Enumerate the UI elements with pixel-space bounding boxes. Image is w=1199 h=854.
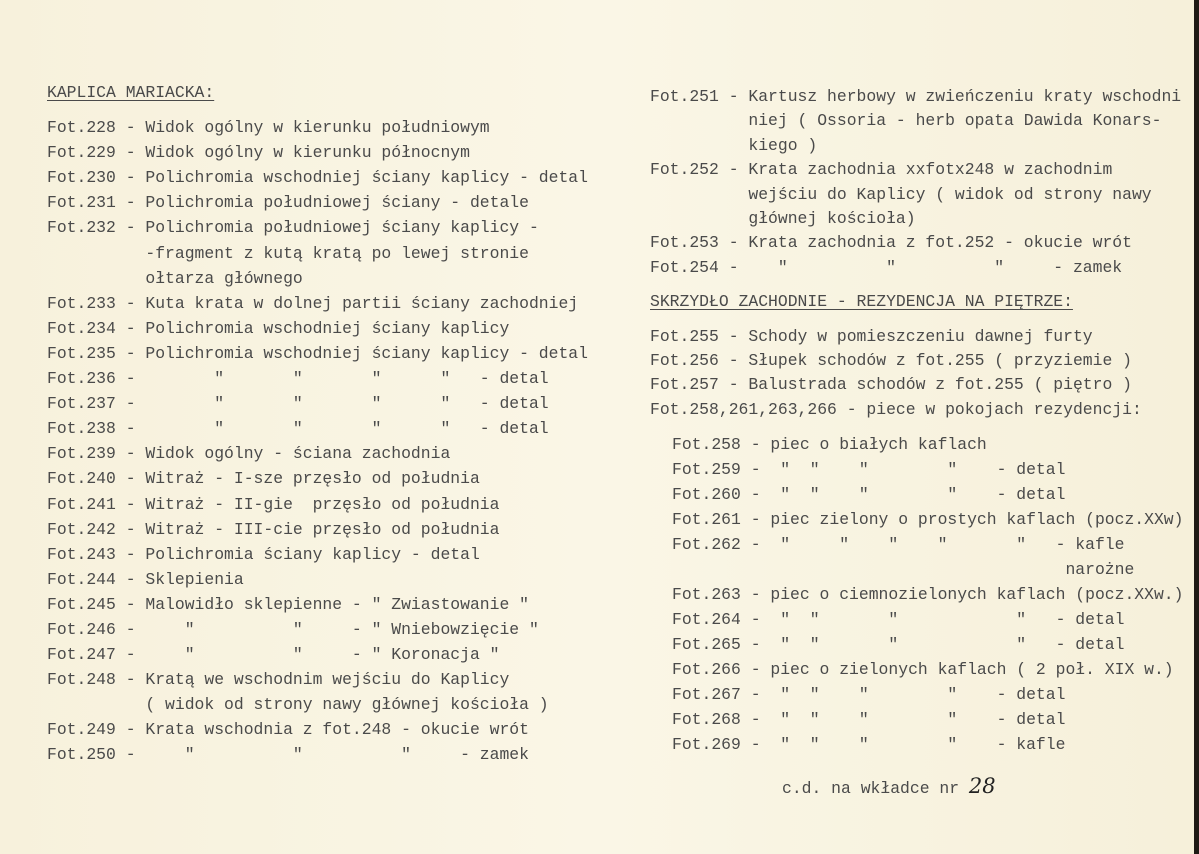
- list-item: Fot.254 - " " " - zamek: [650, 257, 1123, 277]
- list-item: Fot.229 - Widok ogólny w kierunku północnym: [47, 143, 470, 163]
- list-item: narożne: [672, 560, 1135, 580]
- list-item: Fot.236 - " " " " - detal: [47, 369, 549, 389]
- list-item: Fot.240 - Witraż - I-sze przęsło od południa: [47, 469, 480, 489]
- list-item: Fot.253 - Krata zachodnia z fot.252 - okucie wrót: [650, 233, 1132, 253]
- list-item: Fot.261 - piec zielony o prostych kaflach (pocz.XXw): [672, 510, 1184, 530]
- list-item: Fot.241 - Witraż - II-gie przęsło od południa: [47, 494, 500, 514]
- list-item: ( widok od strony nawy głównej kościoła ): [47, 695, 549, 715]
- section-heading-kaplica: KAPLICA MARIACKA:: [47, 83, 215, 102]
- list-item: Fot.235 - Polichromia wschodniej ściany kaplicy - detal: [47, 343, 588, 363]
- list-item: Fot.263 - piec o ciemnozielonych kaflach (pocz.XXw.): [672, 585, 1184, 605]
- right-column-mid: [650, 325, 1183, 423]
- list-item: Fot.245 - Malowidło sklepienne - " Zwiastowanie ": [47, 594, 529, 614]
- list-item: Fot.243 - Polichromia ściany kaplicy - detal: [47, 544, 480, 564]
- list-item: Fot.262 - " " " " " - kafle: [672, 535, 1125, 555]
- right-column: [650, 85, 1183, 801]
- list-item: Fot.238 - " " " " - detal: [47, 419, 549, 439]
- list-item: Fot.255 - Schody w pomieszczeniu dawnej furty: [650, 326, 1093, 346]
- list-item: Fot.252 - Krata zachodnia xxfotx248 w zachodnim: [650, 160, 1113, 180]
- list-item: Fot.265 - " " " " - detal: [672, 635, 1125, 655]
- list-item: niej ( Ossoria - herb opata Dawida Konars-: [650, 111, 1162, 131]
- list-item: Fot.237 - " " " " - detal: [47, 394, 549, 414]
- list-item: Fot.234 - Polichromia wschodniej ściany kaplicy: [47, 318, 510, 338]
- list-item: wejściu do Kaplicy ( widok od strony nawy: [650, 184, 1152, 204]
- list-item: Fot.267 - " " " " - detal: [672, 685, 1066, 705]
- list-item: Fot.258,261,263,266 - piece w pokojach rezydencji:: [650, 399, 1142, 419]
- list-item: Fot.269 - " " " " - kafle: [672, 735, 1066, 755]
- list-item: Fot.228 - Widok ogólny w kierunku południowym: [47, 118, 490, 138]
- list-item: Fot.256 - Słupek schodów z fot.255 ( przyziemie ): [650, 350, 1132, 370]
- list-item: Fot.230 - Polichromia wschodniej ściany kaplicy - detal: [47, 168, 588, 188]
- continuation-note: [650, 771, 1183, 801]
- list-item: Fot.247 - " " - " Koronacja ": [47, 645, 500, 665]
- list-item: Fot.231 - Polichromia południowej ściany - detale: [47, 193, 529, 213]
- list-item: Fot.242 - Witraż - III-cie przęsło od południa: [47, 519, 500, 539]
- list-item: Fot.257 - Balustrada schodów z fot.255 ( piętro ): [650, 375, 1132, 395]
- list-item: Fot.264 - " " " " - detal: [672, 610, 1125, 630]
- insert-number: 28: [968, 774, 996, 799]
- list-item: ołtarza głównego: [47, 268, 303, 288]
- page-edge: [1194, 0, 1199, 854]
- list-item: Fot.244 - Sklepienia: [47, 569, 244, 589]
- list-item: Fot.250 - " " " - zamek: [47, 745, 529, 765]
- list-item: Fot.239 - Widok ogólny - ściana zachodnia: [47, 444, 451, 464]
- list-item: -fragment z kutą kratą po lewej stronie: [47, 243, 529, 263]
- list-item: Fot.266 - piec o zielonych kaflach ( 2 poł. XIX w.): [672, 660, 1174, 680]
- list-item: Fot.259 - " " " " - detal: [672, 460, 1066, 480]
- continuation-text: c.d. na wkładce nr: [782, 779, 960, 799]
- list-item: Fot.268 - " " " " - detal: [672, 710, 1066, 730]
- list-item: Fot.246 - " " - " Wniebowzięcie ": [47, 619, 539, 639]
- list-item: Fot.251 - Kartusz herbowy w zwieńczeniu kraty wschodni: [650, 87, 1182, 106]
- left-column: [47, 80, 588, 768]
- list-item: głównej kościoła): [650, 208, 916, 228]
- right-column-top: [650, 85, 1183, 280]
- list-item: Fot.258 - piec o białych kaflach: [672, 435, 987, 455]
- list-item: Fot.232 - Polichromia południowej ściany kaplicy -: [47, 218, 539, 238]
- list-item: Fot.248 - Kratą we wschodnim wejściu do Kaplicy: [47, 670, 510, 690]
- section-heading-skrzydlo: SKRZYDŁO ZACHODNIE - REZYDENCJA NA PIĘTRZE:: [650, 292, 1073, 312]
- list-item: Fot.260 - " " " " - detal: [672, 485, 1066, 505]
- right-column-sublist: [650, 432, 1183, 757]
- list-item: Fot.249 - Krata wschodnia z fot.248 - okucie wrót: [47, 720, 529, 740]
- list-item: Fot.233 - Kuta krata w dolnej partii ściany zachodniej: [47, 293, 579, 313]
- list-item: kiego ): [650, 135, 818, 155]
